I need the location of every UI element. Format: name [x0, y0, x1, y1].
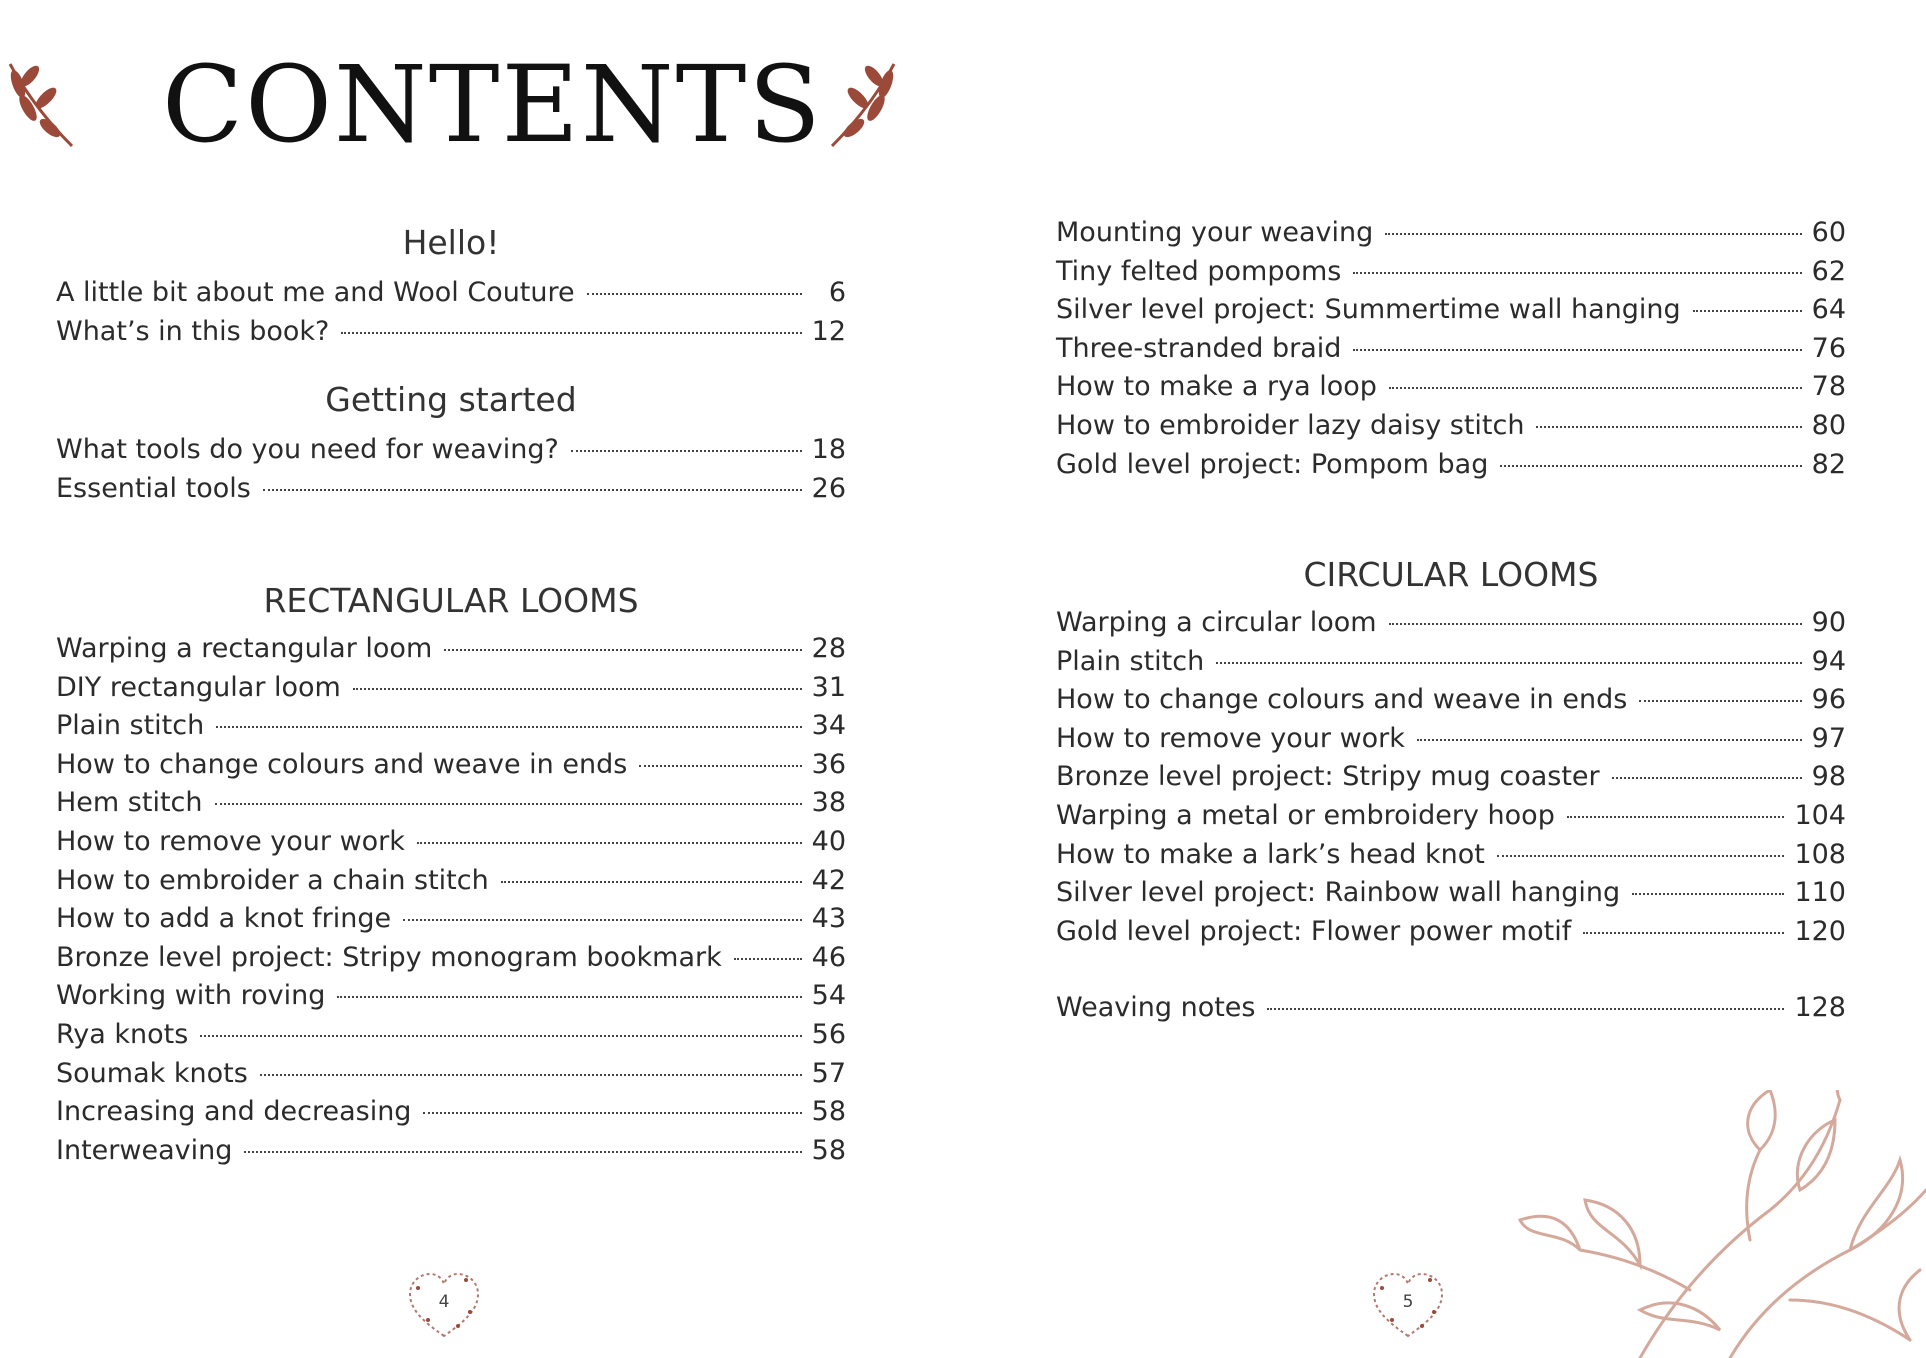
toc-entry-page: 42: [811, 864, 846, 896]
toc-entry-page: 36: [811, 748, 846, 780]
toc-entry-title: How to make a rya loop: [1056, 371, 1377, 403]
toc-entry[interactable]: [1056, 330, 1846, 369]
toc-entry-title: Increasing and decreasing: [56, 1096, 412, 1128]
toc-entry-page: 12: [811, 315, 846, 347]
toc-entry[interactable]: [56, 1055, 846, 1094]
toc-entry[interactable]: [56, 746, 846, 785]
dot-leader: [260, 1074, 802, 1076]
dot-leader: [1612, 777, 1802, 779]
toc-entry-title: Working with roving: [56, 980, 326, 1012]
toc-list-circular-looms: [1056, 604, 1846, 951]
dot-leader: [1536, 426, 1801, 428]
toc-entry[interactable]: [1056, 797, 1846, 836]
dot-leader: [1693, 310, 1802, 312]
toc-entry[interactable]: [1056, 758, 1846, 797]
dot-leader: [444, 649, 801, 651]
dot-leader: [1353, 272, 1801, 274]
toc-list-continued: [1056, 214, 1846, 484]
toc-entry[interactable]: [1056, 368, 1846, 407]
toc-entry-title: Gold level project: Flower power motif: [1056, 915, 1572, 947]
toc-entry[interactable]: [56, 313, 846, 352]
toc-entry[interactable]: [1056, 643, 1846, 682]
toc-entry[interactable]: [1056, 407, 1846, 446]
toc-entry-page: 43: [811, 903, 846, 935]
toc-entry-title: Bronze level project: Stripy mug coaster: [1056, 761, 1600, 793]
toc-entry[interactable]: [1056, 291, 1846, 330]
toc-entry[interactable]: [56, 823, 846, 862]
toc-entry-title: How to embroider lazy daisy stitch: [1056, 409, 1525, 441]
toc-entry-title: Three-stranded braid: [1056, 332, 1342, 364]
toc-entry[interactable]: [1056, 874, 1846, 913]
dot-leader: [501, 881, 802, 883]
toc-list-final: [1056, 989, 1846, 1028]
toc-entry[interactable]: [56, 939, 846, 978]
dot-leader: [1389, 623, 1802, 625]
right-page: [963, 0, 1926, 1358]
toc-entry-page: 57: [811, 1057, 846, 1089]
dot-leader: [417, 842, 802, 844]
toc-entry-title: What tools do you need for weaving?: [56, 434, 559, 465]
toc-entry-title: How to change colours and weave in ends: [56, 748, 628, 780]
toc-entry-page: 58: [811, 1134, 846, 1166]
toc-entry[interactable]: [1056, 446, 1846, 485]
dot-leader: [423, 1112, 801, 1114]
toc-list-rectangular-looms: [56, 630, 846, 1170]
toc-entry-title: DIY rectangular loom: [56, 671, 341, 703]
toc-entry-page: 18: [811, 434, 846, 465]
leafy-branch-icon: [1490, 1090, 1926, 1358]
dot-leader: [215, 803, 802, 805]
toc-entry[interactable]: [1056, 720, 1846, 759]
toc-entry-title: Bronze level project: Stripy monogram bookmark: [56, 941, 722, 973]
toc-entry[interactable]: [56, 900, 846, 939]
toc-entry-title: Plain stitch: [1056, 645, 1205, 677]
toc-entry-title: Essential tools: [56, 472, 251, 504]
dot-leader: [1497, 855, 1785, 857]
toc-entry-page: 110: [1794, 877, 1846, 909]
toc-entry-page: 104: [1794, 799, 1846, 831]
section-heading-hello: Hello!: [402, 223, 500, 262]
leaf-sprig-icon: [4, 58, 76, 150]
toc-entry[interactable]: [56, 784, 846, 823]
toc-entry[interactable]: [56, 1132, 846, 1171]
toc-entry-title: How to embroider a chain stitch: [56, 864, 489, 896]
toc-entry-page: 76: [1811, 332, 1846, 364]
toc-entry[interactable]: [56, 1016, 846, 1055]
toc-entry-title: Mounting your weaving: [1056, 217, 1374, 248]
dot-leader: [263, 489, 802, 491]
toc-entry-page: 60: [1811, 217, 1846, 248]
toc-entry[interactable]: [1056, 253, 1846, 292]
toc-entry-title: Soumak knots: [56, 1057, 248, 1089]
toc-entry-title: Warping a metal or embroidery hoop: [1056, 799, 1555, 831]
dot-leader: [244, 1151, 801, 1153]
toc-entry-page: 31: [811, 671, 846, 703]
toc-entry-title: Tiny felted pompoms: [1056, 255, 1342, 287]
dot-leader: [403, 919, 802, 921]
dot-leader: [1639, 700, 1801, 702]
toc-entry[interactable]: [56, 707, 846, 746]
dot-leader: [1353, 349, 1801, 351]
toc-entry[interactable]: [56, 977, 846, 1016]
toc-entry-title: Gold level project: Pompom bag: [1056, 448, 1489, 480]
toc-entry[interactable]: [56, 431, 846, 470]
dot-leader: [1267, 1008, 1784, 1010]
toc-entry-page: 54: [811, 980, 846, 1012]
section-heading-circular-looms: CIRCULAR LOOMS: [1303, 555, 1599, 594]
toc-entry-page: 34: [811, 710, 846, 742]
dot-leader: [353, 688, 802, 690]
toc-entry[interactable]: [1056, 681, 1846, 720]
toc-entry-page: 80: [1811, 409, 1846, 441]
toc-entry-page: 98: [1811, 761, 1846, 793]
toc-entry-title: Weaving notes: [1056, 992, 1256, 1023]
dot-leader: [216, 726, 801, 728]
dot-leader: [1500, 465, 1801, 467]
toc-list-hello: [56, 274, 846, 351]
toc-entry-page: 78: [1811, 371, 1846, 403]
toc-entry-title: What’s in this book?: [56, 315, 330, 347]
toc-entry-title: Plain stitch: [56, 710, 205, 742]
toc-entry-page: 62: [1811, 255, 1846, 287]
dot-leader: [1385, 233, 1801, 235]
toc-entry[interactable]: [56, 669, 846, 708]
dot-leader: [341, 332, 801, 334]
toc-entry-page: 6: [828, 277, 846, 308]
toc-entry-page: 58: [811, 1096, 846, 1128]
toc-entry-page: 46: [811, 941, 846, 973]
toc-entry-page: 94: [1811, 645, 1846, 677]
toc-entry-title: Silver level project: Rainbow wall hanging: [1056, 877, 1621, 909]
toc-entry[interactable]: [1056, 214, 1846, 253]
dot-leader: [337, 996, 801, 998]
dot-leader: [1417, 739, 1802, 741]
dot-leader: [639, 765, 801, 767]
dot-leader: [1567, 816, 1785, 818]
page-number: 5: [1402, 1292, 1414, 1312]
leaf-sprig-icon: [828, 58, 900, 150]
toc-entry-page: 120: [1794, 915, 1846, 947]
toc-entry-page: 108: [1794, 838, 1846, 870]
toc-list-getting-started: [56, 431, 846, 508]
dot-leader: [734, 958, 802, 960]
toc-entry-page: 28: [811, 633, 846, 664]
dot-leader: [1583, 932, 1784, 934]
toc-entry[interactable]: [56, 274, 846, 313]
toc-entry-page: 40: [811, 825, 846, 857]
toc-entry-title: How to remove your work: [1056, 722, 1405, 754]
toc-entry[interactable]: [56, 1093, 846, 1132]
toc-entry-title: Interweaving: [56, 1134, 233, 1166]
toc-entry-title: How to add a knot fringe: [56, 903, 392, 935]
page-number: 4: [438, 1292, 450, 1312]
toc-entry-page: 64: [1811, 294, 1846, 326]
toc-entry[interactable]: [1056, 604, 1846, 643]
toc-entry-page: 90: [1811, 607, 1846, 638]
dot-leader: [587, 293, 802, 295]
toc-entry[interactable]: [56, 470, 846, 509]
toc-entry-title: How to change colours and weave in ends: [1056, 684, 1628, 716]
dot-leader: [1632, 893, 1784, 895]
page-title: CONTENTS: [162, 43, 823, 166]
dot-leader: [200, 1035, 801, 1037]
toc-entry-page: 38: [811, 787, 846, 819]
toc-entry-title: Rya knots: [56, 1018, 189, 1050]
toc-entry-title: Warping a circular loom: [1056, 607, 1377, 638]
toc-entry[interactable]: [1056, 913, 1846, 952]
toc-entry-page: 96: [1811, 684, 1846, 716]
toc-entry[interactable]: [56, 630, 846, 669]
toc-entry-page: 26: [811, 472, 846, 504]
toc-entry-page: 97: [1811, 722, 1846, 754]
toc-entry-title: Hem stitch: [56, 787, 203, 819]
toc-entry-title: A little bit about me and Wool Couture: [56, 277, 575, 308]
toc-entry-page: 82: [1811, 448, 1846, 480]
toc-entry-page: 56: [811, 1018, 846, 1050]
section-heading-getting-started: Getting started: [325, 380, 577, 419]
toc-entry-title: Warping a rectangular loom: [56, 633, 433, 664]
toc-entry-title: Silver level project: Summertime wall hanging: [1056, 294, 1681, 326]
dot-leader: [1216, 662, 1801, 664]
toc-entry-page: 128: [1794, 992, 1846, 1023]
section-heading-rectangular-looms: RECTANGULAR LOOMS: [263, 581, 639, 620]
dot-leader: [571, 450, 802, 452]
toc-entry-title: How to make a lark’s head knot: [1056, 838, 1485, 870]
page-footer-right: [1368, 1266, 1448, 1346]
toc-entry[interactable]: [1056, 989, 1846, 1028]
page-footer-left: [404, 1266, 484, 1346]
dot-leader: [1389, 387, 1802, 389]
toc-entry-title: How to remove your work: [56, 825, 405, 857]
toc-entry[interactable]: [1056, 836, 1846, 875]
toc-entry[interactable]: [56, 862, 846, 901]
